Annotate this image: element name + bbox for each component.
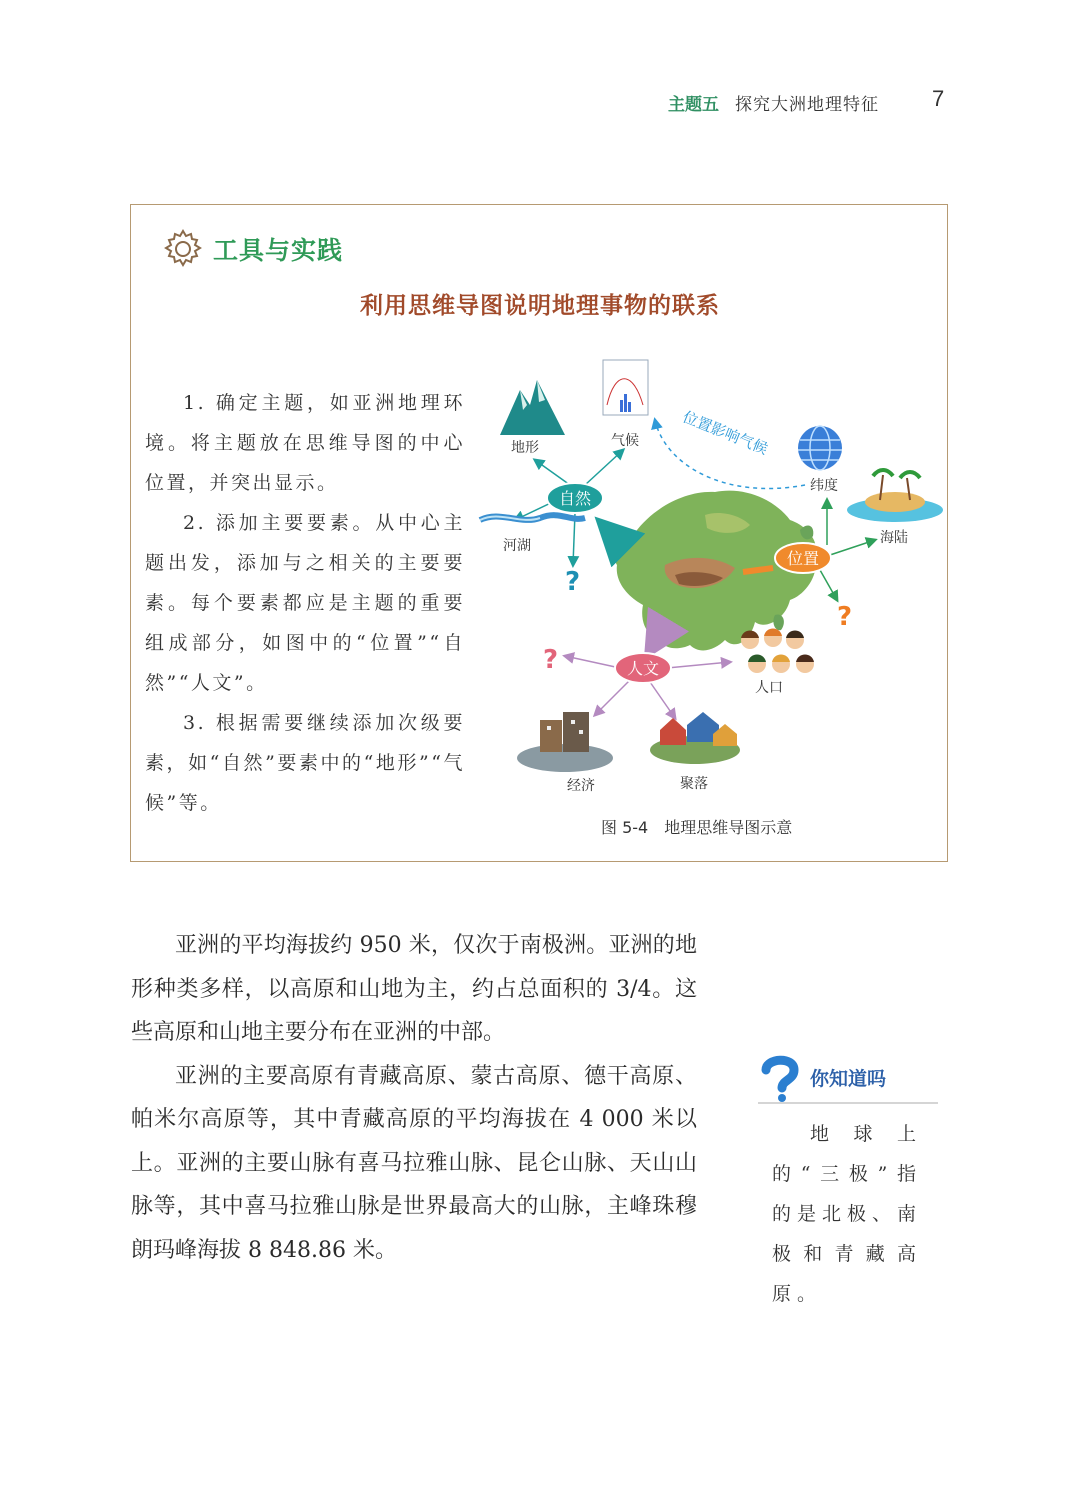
body-paragraph-1: 亚洲的平均海拔约 950 米，仅次于南极洲。亚洲的地形种类多样，以高原和山地为主，约占总面积的 3/4。这些高原和山地主要分布在亚洲的中部。 <box>131 933 697 1045</box>
globe-icon <box>798 426 842 470</box>
leaf-land-sea: 海陆 <box>880 530 908 546</box>
gear-icon <box>161 227 205 271</box>
link-label-position-climate: 位置影响气候 <box>680 407 771 459</box>
houses-icon <box>650 712 740 764</box>
step-3: 3. 根据需要继续添加次级要素，如“自然”要素中的“地形”“气候”等。 <box>145 712 465 814</box>
sidebar-head <box>758 1052 938 1104</box>
box-subtitle: 利用思维导图说明地理事物的联系 <box>360 292 720 319</box>
header-theme-label: 主题五 <box>668 95 719 115</box>
river-icon <box>480 515 585 520</box>
island-icon <box>847 470 943 522</box>
leaf-population: 人口 <box>755 680 783 696</box>
node-humanity-label: 人文 <box>626 659 660 678</box>
figure-caption: 图 5-4 地理思维导图示意 <box>601 818 793 837</box>
climate-chart-icon <box>603 360 648 415</box>
leaf-unknown-nature: ? <box>565 567 581 597</box>
leaf-climate: 气候 <box>611 433 639 449</box>
sidebar-text <box>772 1114 922 1314</box>
node-position-label: 位置 <box>786 549 820 568</box>
mindmap-figure <box>475 350 945 810</box>
leaf-settlement: 聚落 <box>680 776 708 792</box>
node-nature <box>515 450 623 565</box>
sidebar-paragraph: 地球上的“三极”指的是北极、南极和青藏高原。 <box>772 1123 923 1305</box>
step-2: 2. 添加主要要素。从中心主题出发，添加与之相关的主要要素。每个要素都应是主题的重要组成部分，如图中的“位置”“自然”“人文”。 <box>145 512 465 694</box>
leaf-latitude: 纬度 <box>810 478 838 494</box>
box-heading-text: 工具与实践 <box>213 236 344 265</box>
did-you-know-sidebar <box>758 1052 938 1314</box>
page-number: 7 <box>932 86 945 111</box>
tool-practice-box <box>130 204 948 862</box>
question-mascot-icon <box>758 1052 802 1102</box>
leaf-rivers: 河湖 <box>503 538 531 554</box>
steps-list <box>145 383 465 823</box>
page-header <box>0 86 1077 116</box>
body-paragraph-2: 亚洲的主要高原有青藏高原、蒙古高原、德干高原、帕米尔高原等，其中青藏高原的平均海拔在 4 000 米以上。亚洲的主要山脉有喜马拉雅山脉、昆仑山脉、天山山脉等，其中喜马拉雅山脉是世界最高大的山脉，主峰珠穆朗玛峰海拔 8 848.86 米。 <box>131 1063 697 1263</box>
mountain-icon <box>500 380 565 435</box>
buildings-icon <box>517 712 613 772</box>
leaf-economy: 经济 <box>567 778 595 794</box>
node-nature-label: 自然 <box>558 489 592 508</box>
leaf-unknown-position: ? <box>837 602 853 632</box>
body-text <box>131 924 697 1272</box>
people-icon <box>741 629 814 674</box>
box-heading <box>161 227 343 271</box>
step-1: 1. 确定主题，如亚洲地理环境。将主题放在思维导图的中心位置，并突出显示。 <box>145 392 465 494</box>
leaf-unknown-humanity: ? <box>543 645 559 675</box>
header-theme-title: 探究大洲地理特征 <box>735 95 879 115</box>
leaf-terrain: 地形 <box>511 440 539 456</box>
sidebar-title: 你知道吗 <box>810 1067 887 1090</box>
